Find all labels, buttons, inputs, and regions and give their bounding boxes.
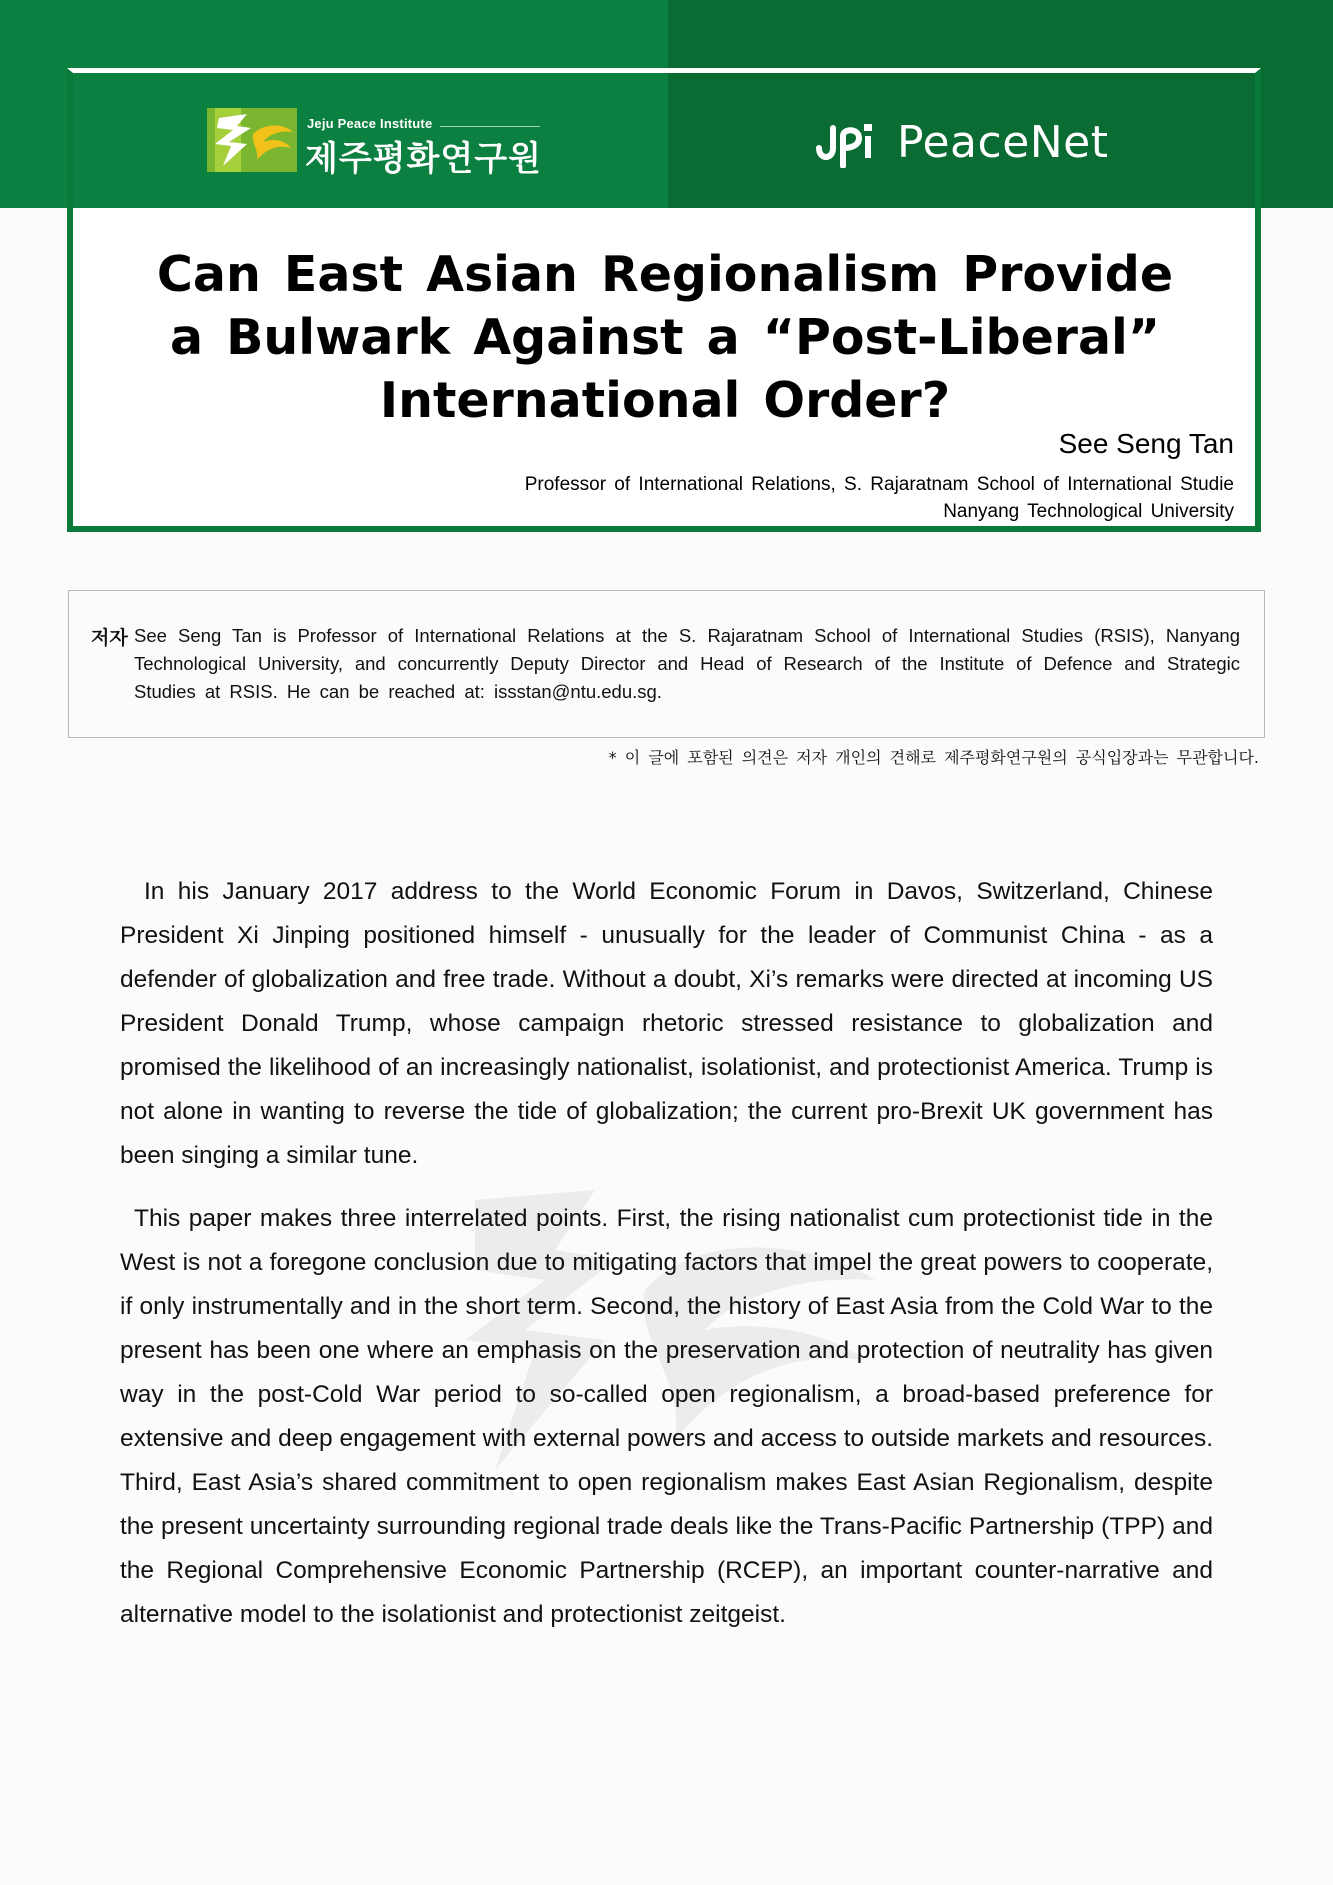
bio-text: See Seng Tan is Professor of International Relations at the S. Rajaratnam School of International Studies (RSIS), Nanyang Technological University, and concurrently Deputy Director and Head of Research of the Institute of Defence and Strategic Studies at RSIS. He can be reached at: issstan@ntu.edu.sg. [134, 625, 1240, 702]
peacenet-wordmark: PeaceNet [897, 117, 1109, 168]
body-paragraph-1 [120, 870, 1213, 1178]
jpi-logo-icon [813, 118, 873, 168]
disclaimer: * 이 글에 포함된 의견은 저자 개인의 견해로 제주평화연구원의 공식입장과는 무관합니다. [608, 748, 1259, 767]
author-name: See Seng Tan [1058, 428, 1234, 459]
bio-label: 저자 [91, 627, 128, 649]
jeju-peace-institute-logo-icon [207, 108, 297, 172]
institute-name-ko: 제주평화연구원 [305, 139, 542, 179]
institute-name-en: Jeju Peace Institute [307, 116, 433, 131]
paragraph-text: This paper makes three interrelated points. First, the rising nationalist cum protectionist tide in the West is not a foregone conclusion due to mitigating factors that impel the great powers to cooperate, if only instrumentally and in the short term. Second, the history of East Asia from the Cold War to the present has been one where an emphasis on the preservation and protection of neutrality has given way in the post-Cold War period to so-called open regionalism, a broad-based preference for extensive and deep engagement with external powers and access to outside markets and resources. Third, East Asia’s shared commitment to open regionalism makes East Asian Regionalism, despite the present uncertainty surrounding regional trade deals like the Trans-Pacific Partnership (TPP) and the Regional Comprehensive Economic Partnership (RCEP), an important counter-narrative and alternative model to the isolationist and protectionist zeitgeist. [120, 1205, 1213, 1628]
affiliation-line-2: Nanyang Technological University [943, 501, 1234, 522]
title-line-2: a Bulwark Against a “Post-Liberal” [169, 309, 1161, 366]
title-line-3: International Order? [379, 372, 951, 429]
paragraph-text: In his January 2017 address to the World Economic Forum in Davos, Switzerland, Chinese President Xi Jinping positioned himself - unusually for the leader of Communist China - as a defender of globalization and free trade. Without a doubt, Xi’s remarks were directed at incoming US President Donald Trump, whose campaign rhetoric stressed resistance to globalization and promised the likelihood of an increasingly nationalist, isolationist, and protectionist America. Trump is not alone in wanting to reverse the tide of globalization; the current pro-Brexit UK government has been singing a similar tune. [120, 878, 1213, 1169]
institute-divider [440, 126, 540, 127]
author-affiliation [525, 471, 1234, 525]
affiliation-line-1: Professor of International Relations, S. Rajaratnam School of International Studie [524, 474, 1234, 495]
body-paragraph-2 [120, 1197, 1213, 1637]
article-title [100, 243, 1230, 432]
title-line-1: Can East Asian Regionalism Provide [156, 246, 1174, 303]
